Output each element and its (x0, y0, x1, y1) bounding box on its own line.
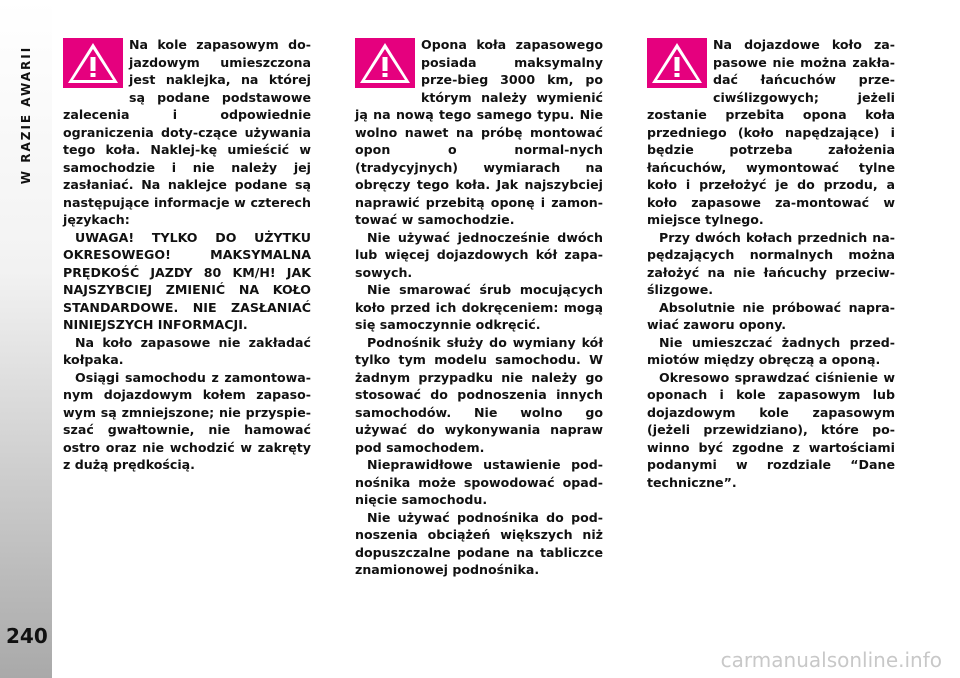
paragraph: Nieprawidłowe ustawienie pod-nośnika może spowodować opad-nięcie samochodu. (355, 457, 603, 507)
paragraph: Osiągi samochodu z zamontowa-nym dojazdowym kołem zapaso-wym są zmniejszone; nie przyspie-szać gwałtownie, nie hamować ostro oraz nie wchodzić w zakręty z dużą prędkością. (63, 369, 311, 472)
section-title-text: W RAZIE AWARII (19, 45, 34, 185)
paragraph: Opona koła zapasowego posiada maksymalny prze-bieg 3000 km, po którym należy wymienić ją na nową tego samego typu. Nie wolno nawet na próbę montować opon o normal-nych (tradycyjnych) wymiarach na obręczy tego koła. Jak najszybciej naprawić przebitą oponę i zamon-tować w samochodzie. (355, 37, 603, 227)
paragraph: Nie używać podnośnika do pod-noszenia obciążeń większych niż dopuszczalne podane na tabliczce znamionowej podnośnika. (355, 509, 603, 577)
paragraph: Na koło zapasowe nie zakładać kołpaka. (63, 334, 311, 367)
paragraph: Podnośnik służy do wymiany kół tylko tym modelu samochodu. W żadnym przypadku nie należy go stosować do podnoszenia innych samochodów. Nie wolno go używać do wykonywania napraw pod samochodem. (355, 334, 603, 455)
warning-triangle-icon (647, 38, 707, 88)
paragraph: Na kole zapasowym do-jazdowym umieszczona jest naklejka, na której są podane podstawowe zalecenia i odpowiednie ograniczenia doty-czące używania tego koła. Naklej-kę umieścić w samochodzie i nie należy jej zasłaniać. Na naklejce podane są następujące informacje w czterech językach: (63, 37, 311, 227)
text-column-3 (647, 36, 895, 491)
paragraph: Nie używać jednocześnie dwóch lub więcej dojazdowych kół zapa-sowych. (355, 229, 603, 280)
page-number: 240 (6, 624, 48, 648)
paragraph: Nie umieszczać żadnych przed-miotów między obręczą a oponą. (647, 334, 895, 367)
paragraph: Nie smarować śrub mocujących koło przed ich dokręceniem: mogą się samoczynnie odkręcić. (355, 282, 603, 332)
paragraph: Przy dwóch kołach przednich na-pędzających normalnych można założyć na nie łańcuchy przeciw-ślizgowe. (647, 229, 895, 297)
warning-triangle-icon (63, 38, 123, 88)
warning-triangle-icon (355, 38, 415, 88)
paragraph: Na dojazdowe koło za-pasowe nie można zakła-dać łańcuchów prze-ciwślizgowych; jeżeli zostanie przebita opona koła przedniego (koło napędzające) i będzie potrzeba założenia łańcuchów, wymontować tylne koło i przełożyć je do przodu, a koło zapasowe za-montować w miejsce tylnego. (647, 37, 895, 227)
text-column-2 (355, 36, 603, 579)
section-title (4, 40, 48, 190)
watermark: carmanualsonline.info (720, 648, 942, 672)
paragraph: UWAGA! TYLKO DO UŻYTKU OKRESOWEGO! MAKSYMALNA PRĘDKOŚĆ JAZDY 80 KM/H! JAK NAJSZYBCIEJ ZMIENIĆ NA KOŁO STANDARDOWE. NIE ZASŁANIAĆ NINIEJSZYCH INFORMACJI. (63, 229, 311, 332)
paragraph: Absolutnie nie próbować napra-wiać zaworu opony. (647, 299, 895, 332)
paragraph: Okresowo sprawdzać ciśnienie w oponach i kole zapasowym lub dojazdowym kole zapasowym (jeżeli przewidziano), które po-winno być zgodne z wartościami podanymi w rozdziale “Dane techniczne”. (647, 369, 895, 490)
text-column-1 (63, 36, 311, 474)
